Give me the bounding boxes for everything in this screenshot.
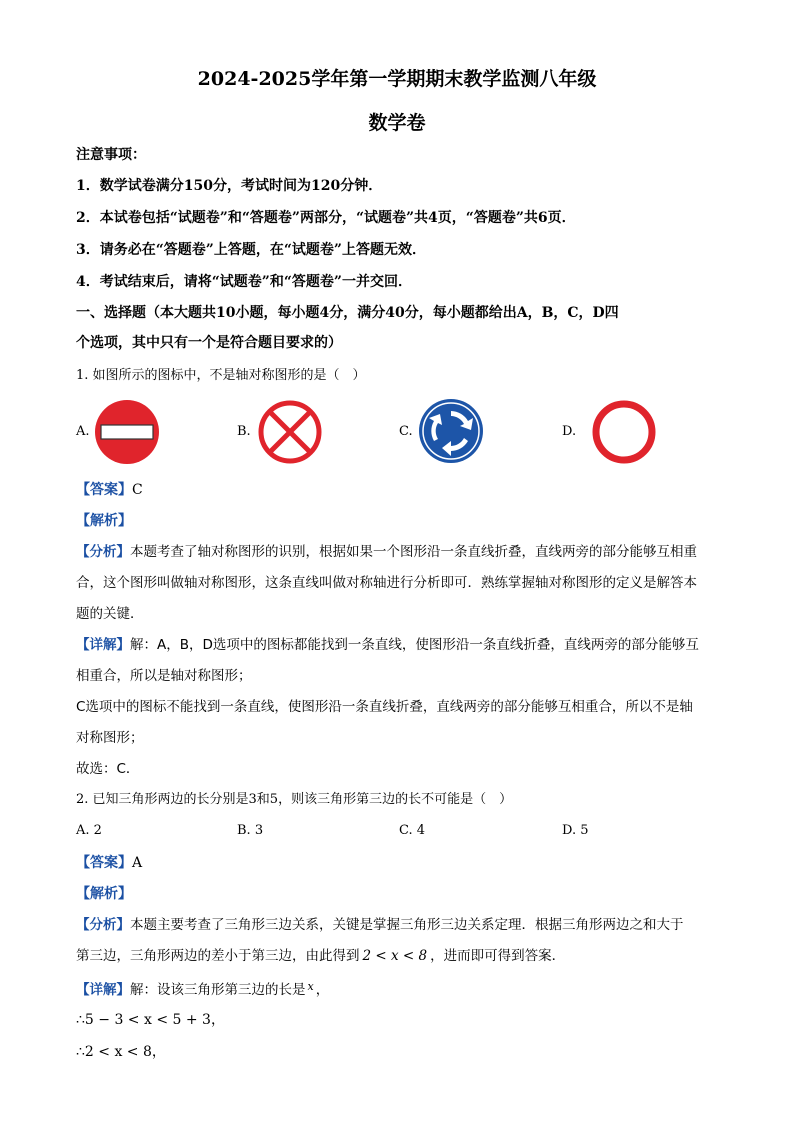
q2-option-b: B. 3 (237, 823, 264, 838)
q2-option-a: A. 2 (76, 823, 102, 838)
answer-tag: 【答案】 (76, 482, 132, 498)
fenxi-tag: 【分析】 (76, 544, 130, 560)
q1-option-d-label: D. (562, 424, 577, 439)
answer-tag: 【答案】 (76, 855, 132, 871)
q1-fenxi-3: 题的关键． (76, 606, 144, 622)
notes-header: 注意事项： (76, 147, 146, 163)
q1-stem: 1. 如图所示的图标中，不是轴对称图形的是（ ） (76, 368, 366, 383)
no-stopping-icon (256, 398, 324, 466)
q1-xiangjie-3: C选项中的图标不能找到一条直线，使图形沿一条直线折叠，直线两旁的部分能够互相重合，所以不是轴 (76, 699, 693, 715)
q2-analysis-tag (76, 884, 132, 904)
section-heading-1: 一、选择题（本大题共10小题，每小题4分，满分40分，每小题都给出A，B，C，D四 (76, 305, 619, 321)
q1-fenxi-2: 合，这个图形叫做轴对称图形，这条直线叫做对称轴进行分析即可．熟练掌握轴对称图形的定义是解答本 (76, 575, 697, 591)
note-3: 3．请务必在“答题卷”上答题，在“试题卷”上答题无效． (76, 242, 426, 258)
q1-answer (76, 480, 143, 500)
q1-xiangjie-4: 对称图形； (76, 730, 144, 746)
q2-fenxi-1 (76, 915, 684, 935)
q2-fenxi-2 (76, 946, 565, 966)
fenxi-text: 本题主要考查了三角形三边关系，关键是掌握三角形三边关系定理．根据三角形两边之和大于 (130, 917, 684, 933)
xiangjie-tag: 【详解】 (76, 637, 130, 653)
fenxi-tag: 【分析】 (76, 917, 130, 933)
analysis-tag: 【解析】 (76, 886, 132, 902)
q2-step-2: ∴2 < x < 8， (76, 1044, 166, 1060)
q2-answer (76, 853, 142, 873)
roundabout-icon (418, 398, 484, 464)
answer-value: C (132, 482, 143, 498)
q1-xiangjie-2: 相重合，所以是轴对称图形； (76, 668, 252, 684)
note-1: 1．数学试卷满分150分，考试时间为120分钟． (76, 178, 383, 194)
no-vehicles-icon (590, 398, 658, 466)
fenxi-text-end: ，进而即可得到答案． (430, 948, 566, 964)
q1-option-b-label: B. (237, 424, 251, 439)
xiangjie-text: 解：A，B，D选项中的图标都能找到一条直线，使图形沿一条直线折叠，直线两旁的部分能够互 (130, 637, 699, 653)
section-heading-2: 个选项，其中只有一个是符合题目要求的） (76, 335, 342, 351)
xiangjie-end: ， (315, 982, 330, 998)
q1-analysis-tag (76, 511, 132, 531)
q1-option-c-label: C. (399, 424, 413, 439)
xiangjie-tag: 【详解】 (76, 982, 130, 998)
fenxi-text: 本题考查了轴对称图形的识别，根据如果一个图形沿一条直线折叠，直线两旁的部分能够互相重 (130, 544, 697, 560)
note-2: 2．本试卷包括“试题卷”和“答题卷”两部分，“试题卷”共4页，“答题卷”共6页． (76, 210, 576, 226)
q2-option-c: C. 4 (399, 823, 426, 838)
analysis-tag: 【解析】 (76, 513, 132, 529)
exam-subtitle: 数学卷 (368, 112, 426, 134)
note-4: 4．考试结束后，请将“试题卷”和“答题卷”一并交回． (76, 274, 412, 290)
fenxi-text: 第三边，三角形两边的差小于第三边，由此得到 (76, 948, 360, 964)
answer-value: A (132, 855, 143, 871)
q2-xiangjie-1 (76, 977, 329, 1000)
q1-conclusion: 故选：C． (76, 761, 140, 777)
exam-title: 2024-2025学年第一学期期末教学监测八年级 (197, 68, 597, 90)
inequality: 2 < x < 8 (362, 948, 428, 964)
q1-fenxi-1 (76, 542, 697, 562)
q2-stem: 2. 已知三角形两边的长分别是3和5，则该三角形第三边的长不可能是（ ） (76, 792, 513, 807)
xiangjie-text: 解：设该三角形第三边的长是 (130, 982, 306, 998)
no-entry-icon (93, 398, 161, 466)
q2-option-d: D. 5 (562, 823, 589, 838)
q1-xiangjie-1 (76, 635, 699, 655)
q2-step-1: ∴5 − 3 < x < 5 + 3， (76, 1012, 225, 1028)
variable-x: x (307, 980, 314, 993)
q1-option-a-label: A. (76, 424, 90, 439)
